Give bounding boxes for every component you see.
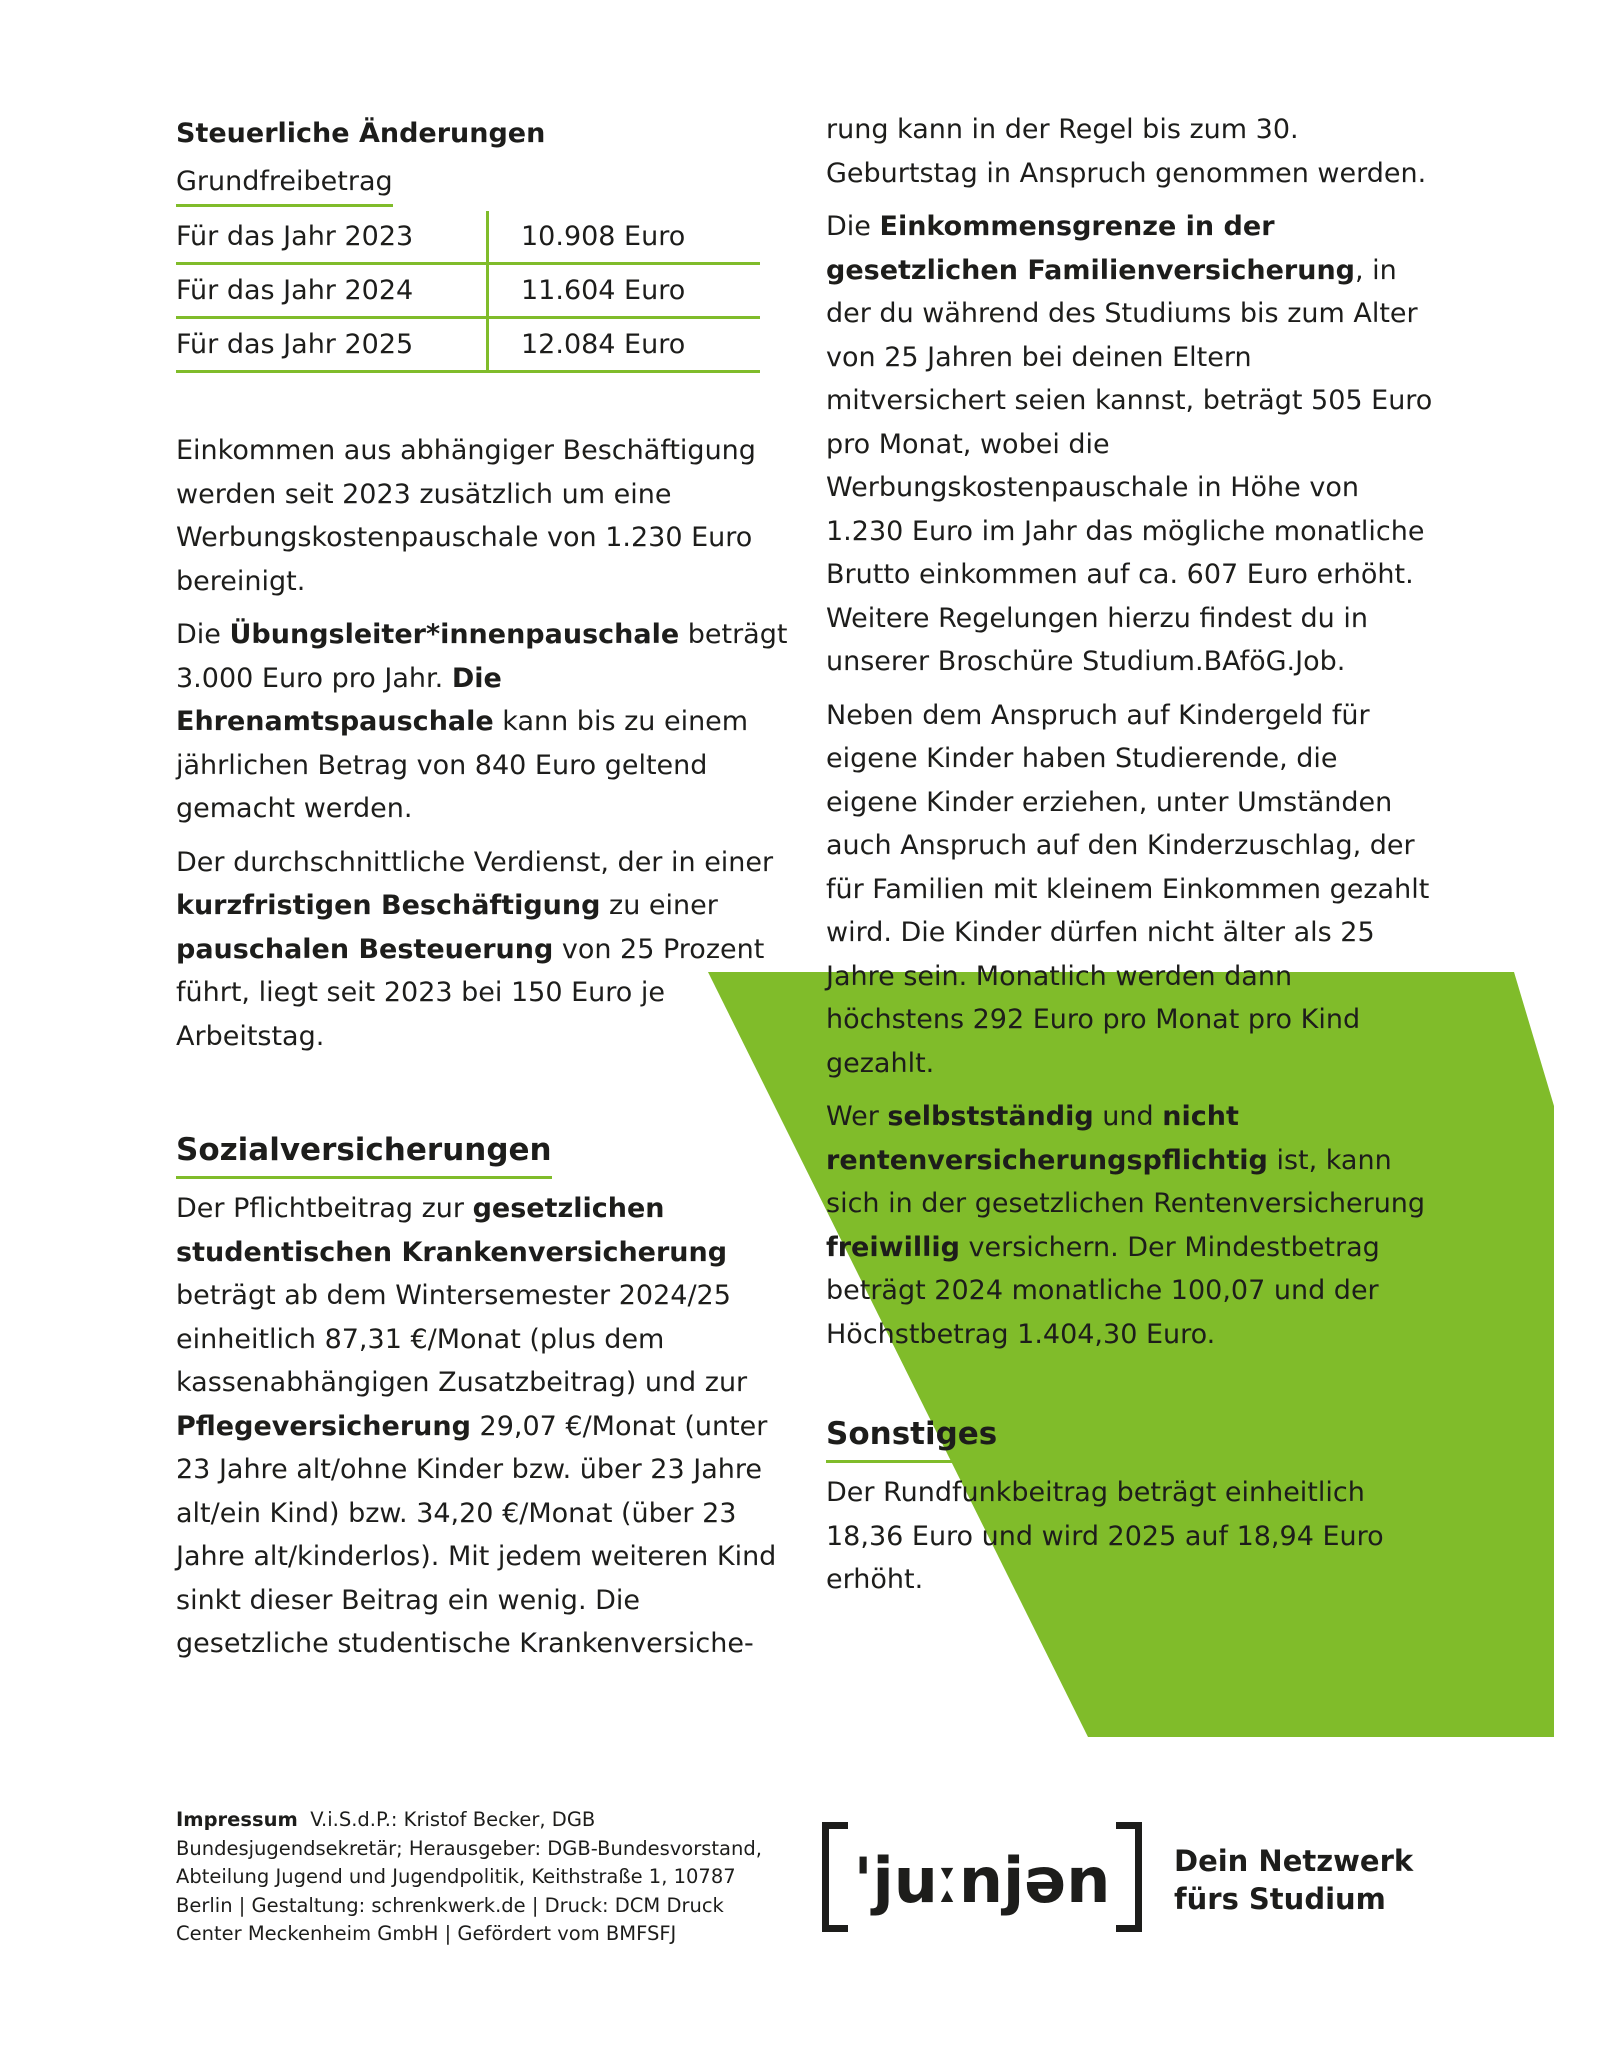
grundfreibetrag-subheading: Grundfreibetrag <box>176 162 393 207</box>
tax-table <box>176 211 760 373</box>
kindergeld-paragraph: Neben dem Anspruch auf Kindergeld für eigene Kinder haben Studierende, die eigene Kinder erziehen, unter Umständen auch Anspruch auf den Kinderzuschlag, der für Familien mit kleinem Einkommen gezahlt wird. Die Kinder dürfen nicht älter als 25 Jahre sein. Monatlich werden dann höchstens 292 Euro pro Monat pro Kind gezahlt. <box>826 699 1430 1079</box>
rentenversicherung-paragraph: Wer selbstständig und nicht rentenversicherungspflichtig ist, kann sich in der gesetzlichen Rentenversicherung freiwillig versichern. Der Mindestbetrag beträgt 2024 monatliche 100,07 und der Höchstbetrag 1.404,30 Euro. <box>826 1101 1426 1350</box>
sozial-paragraph: Der Pflichtbeitrag zur gesetzlichen studentischen Krankenversicherung beträgt ab dem Wintersemester 2024/25 einheitlich 87,31 €/Monat (plus dem kassenabhängigen Zusatzbeitrag) und zur Pflegeversicherung 29,07 €/Monat (unter 23 Jahre alt/ohne Kinder bzw. über 23 Jahre alt/ein Kind) bzw. 34,20 €/Monat (über 23 Jahre alt/kinderlos). Mit jedem weiteren Kind sinkt dieser Beitrag ein wenig. Die gesetzliche studentische Krankenversiche- <box>176 1193 777 1659</box>
familienversicherung-paragraph: Die Einkommensgrenze in der gesetzlichen Familienversicherung, in der du während des Studiums bis zum Alter von 25 Jahren bei deinen Eltern mitversichert seien kannst, beträgt 505 Euro pro Monat, wobei die Werbungskostenpauschale in Höhe von 1.230 Euro im Jahr das mögliche monatliche Brutto einkommen auf ca. 607 Euro erhöht. Weitere Regelungen hierzu findest du in unserer Broschüre Studium.BAföG.Job. <box>826 211 1433 677</box>
tax-year-cell: Für das Jahr 2024 <box>176 264 488 318</box>
tagline-line-2: fürs Studium <box>1174 1882 1386 1916</box>
sozial-heading: Sozialversicherungen <box>176 1128 552 1179</box>
sonstiges-heading: Sonstiges <box>826 1412 997 1463</box>
right-column <box>826 108 1436 1612</box>
tax-year-cell: Für das Jahr 2025 <box>176 318 488 372</box>
tax-amount-cell: 11.604 Euro <box>488 264 761 318</box>
impressum-text: V.i.S.d.P.: Kristof Becker, DGB Bundesjugendsekretär; Herausgeber: DGB-Bundesvorstand, Abteilung Jugend und Jugendpolitik, Keithstraße 1, 10787 Berlin | Gestaltung: schrenkwerk.de | Druck: DCM Druck Center Meckenheim GmbH | Gefördert vom BMFSFJ <box>176 1808 762 1945</box>
tax-amount-cell: 12.084 Euro <box>488 318 761 372</box>
tax-changes-heading: Steuerliche Änderungen <box>176 118 546 149</box>
tax-amount-cell: 10.908 Euro <box>488 211 761 264</box>
junjen-logo <box>822 1822 1142 1940</box>
tagline-line-1: Dein Netzwerk <box>1174 1844 1414 1878</box>
werbungskosten-paragraph: Einkommen aus abhängiger Beschäftigung werden seit 2023 zusätzlich um eine Werbungskostenpauschale von 1.230 Euro bereinigt. <box>176 435 756 597</box>
table-row <box>176 318 760 372</box>
logo-wordmark: 'juːnjən <box>853 1844 1111 1917</box>
impressum-label: Impressum <box>176 1808 298 1831</box>
logo-tagline <box>1174 1842 1413 1918</box>
left-column <box>176 108 796 1676</box>
kurzfristig-paragraph: Der durchschnittliche Verdienst, der in einer kurzfristigen Beschäftigung zu einer pauschalen Besteuerung von 25 Prozent führt, liegt seit 2023 bei 150 Euro je Arbeitstag. <box>176 846 774 1052</box>
table-row <box>176 264 760 318</box>
impressum-block <box>176 1806 788 1949</box>
tax-year-cell: Für das Jahr 2023 <box>176 211 488 264</box>
table-row <box>176 211 760 264</box>
versicherung-continuation-paragraph: rung kann in der Regel bis zum 30. Geburtstag in Anspruch genommen werden. <box>826 114 1427 189</box>
logo-bracket-right <box>1116 1822 1142 1932</box>
rundfunk-paragraph: Der Rundfunkbeitrag beträgt einheitlich 18,36 Euro und wird 2025 auf 18,94 Euro erhöht. <box>826 1477 1384 1595</box>
pauschale-paragraph: Die Übungsleiter*innenpauschale beträgt 3.000 Euro pro Jahr. Die Ehrenamtspauschale kann bis zu einem jährlichen Betrag von 840 Euro geltend gemacht werden. <box>176 619 788 824</box>
